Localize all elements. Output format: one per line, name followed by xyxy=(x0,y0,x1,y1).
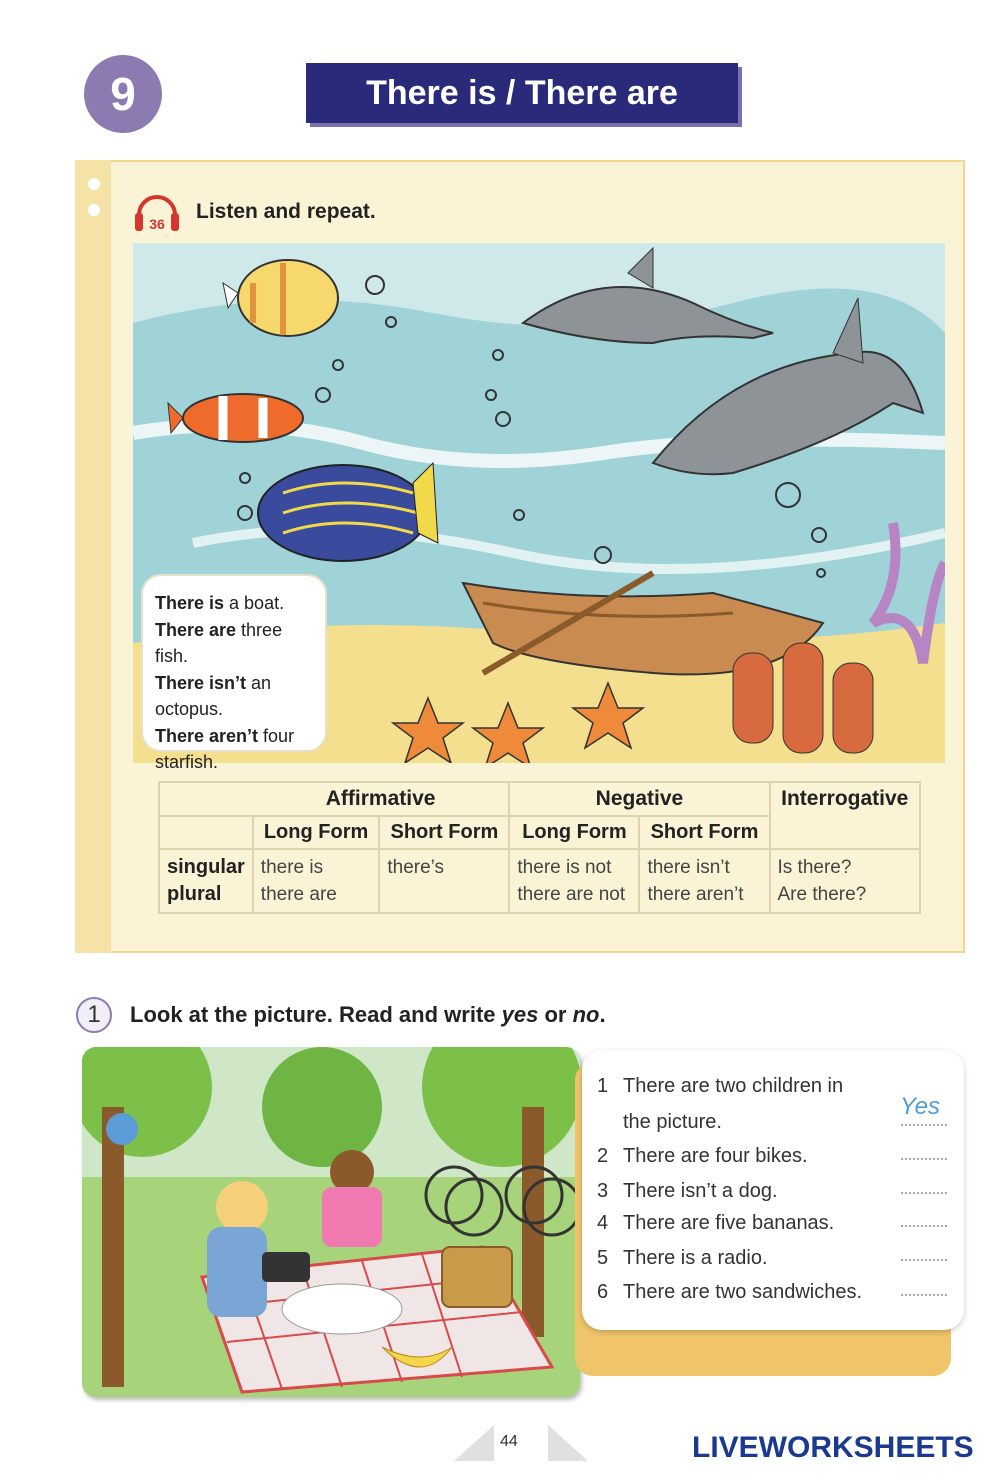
answer-blank-3[interactable] xyxy=(901,1192,947,1194)
decor-dot xyxy=(88,204,100,216)
example-sentence: There isn’t an octopus. xyxy=(155,672,272,719)
subheader-short-form: Short Form xyxy=(639,816,769,849)
subheader-long-form: Long Form xyxy=(509,816,639,849)
unit-number: 9 xyxy=(110,68,136,120)
sentence-1: 1 There are two children in xyxy=(597,1075,844,1097)
interrogative-cell: Is there? Are there? xyxy=(770,849,921,913)
answer-blank-6[interactable] xyxy=(901,1294,947,1296)
example-sentence: There is a boat. xyxy=(155,593,285,613)
subheader-long-form: Long Form xyxy=(253,816,380,849)
plate-of-sandwiches xyxy=(282,1284,402,1334)
exercise-number-badge: 1 xyxy=(76,997,112,1033)
unit-number-badge xyxy=(84,55,162,133)
sentence-1-continued: the picture. xyxy=(623,1111,722,1133)
example-sentence: There aren’t four starfish. xyxy=(155,725,295,772)
answer-blank-2[interactable] xyxy=(901,1158,947,1160)
sentence-6: 6 There are two sandwiches. xyxy=(597,1281,863,1303)
affirmative-long-cell: there is there are xyxy=(253,849,380,913)
page-title: There is / There are xyxy=(306,63,738,123)
picnic-basket xyxy=(442,1247,512,1307)
answer-blank-1[interactable] xyxy=(901,1124,947,1126)
headphones-icon[interactable] xyxy=(131,185,183,237)
grammar-table xyxy=(158,781,921,914)
header-interrogative: Interrogative xyxy=(770,782,921,849)
sentence-5: 5 There is a radio. xyxy=(597,1247,768,1269)
sentence-4: 4 There are five bananas. xyxy=(597,1212,835,1234)
brand-logo: LIVEWORKSHEETS xyxy=(692,1431,974,1464)
header-negative: Negative xyxy=(509,782,769,816)
listen-instruction: Listen and repeat. xyxy=(196,200,376,223)
sentence-3: 3 There isn’t a dog. xyxy=(597,1180,778,1202)
negative-short-cell: there isn’t there aren’t xyxy=(639,849,769,913)
answer-1-text[interactable]: Yes xyxy=(900,1093,941,1120)
example-sentences-bubble xyxy=(141,574,327,772)
decor-dot xyxy=(88,178,100,190)
row-labels: singular plural xyxy=(159,849,253,913)
radio xyxy=(262,1252,310,1282)
negative-long-cell: there is not there are not xyxy=(509,849,639,913)
sentence-2: 2 There are four bikes. xyxy=(597,1145,808,1167)
answer-blank-4[interactable] xyxy=(901,1225,947,1227)
bird xyxy=(106,1113,138,1145)
page-tab-decor xyxy=(548,1425,588,1461)
affirmative-short-cell: there’s xyxy=(379,849,509,913)
page-tab-decor xyxy=(454,1425,494,1461)
example-sentence: There are three fish. xyxy=(155,619,283,666)
picnic-scene-illustration xyxy=(82,1047,580,1397)
answer-blank-5[interactable] xyxy=(901,1259,947,1261)
subheader-short-form: Short Form xyxy=(379,816,509,849)
track-number: 36 xyxy=(149,216,165,232)
header-affirmative: Affirmative xyxy=(253,782,510,816)
page-number: 44 xyxy=(500,1433,518,1450)
panel-side-strip xyxy=(75,160,111,953)
exercise-instruction: Look at the picture. Read and write yes or no. xyxy=(130,1002,606,1027)
